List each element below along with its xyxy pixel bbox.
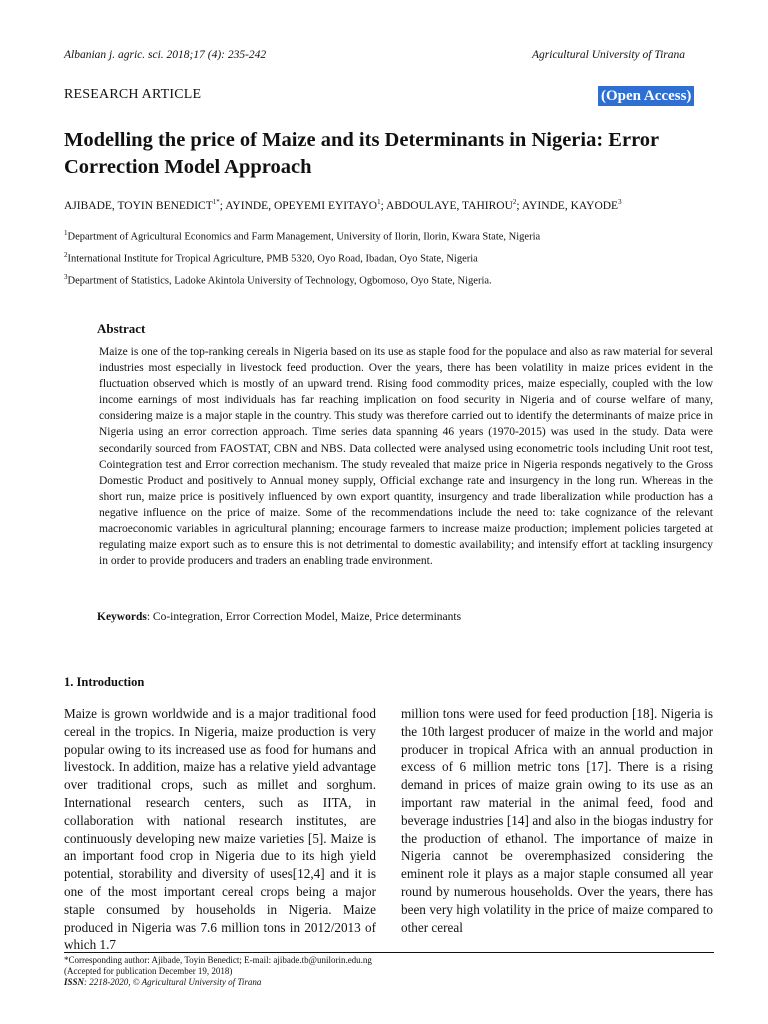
affiliation-text: International Institute for Tropical Agriculture, PMB 5320, Oyo Road, Ibadan, Oyo State, Nigeria: [67, 253, 478, 265]
abstract-body: Maize is one of the top-ranking cereals in Nigeria based on its use as staple food for the populace and also as raw material for several industries most especially in livestock feed production. Over the years, there has been volatility in maize prices evident in the fluctuation observed which is mostly of an upward trend. Rising food commodity prices, maize especially, coupled with the low income earnings of most individuals has far reaching implication on food security in Nigeria and of course welfare of many, considering maize is a major staple in the country. This study was therefore carried out to identify the determinants of maize price in Nigeria using an error correction approach. Time series data spanning 46 years (1970-2015) was used in the study. Data were secondarily sourced from FAOSTAT, CBN and NBS. Data collected were analysed using econometric tools including Unit root test, Cointegration test and Error correction mechanism. The study revealed that maize price in Nigeria responds negatively to the Gross Domestic Product and positively to Annual money supply, Official exchange rate and insurgency in the long run. Whereas in the short run, maize price is positively influenced by own export quantity, insurgency and trade liberalization while production has a negative influence on the price of maize. Some of the recommendations include the need to: take cognizance of the relevant macroeconomic variables in agricultural planning; encourage farmers to increase maize production; implement policies targeted at regulating maize export such as to ensure this is not detrimental to domestic availability; and intensify effort at tackling insurgency in order to provide producers and traders an enabling trade environment.: [99, 346, 713, 568]
article-type: RESEARCH ARTICLE: [64, 87, 202, 102]
affiliation: [64, 229, 540, 243]
affiliation-text: Department of Statistics, Ladoke Akintola University of Technology, Ogbomoso, Oyo State, Nigeria.: [67, 275, 492, 287]
keywords-text: : Co-integration, Error Correction Model, Maize, Price determinants: [146, 611, 462, 623]
publisher-name: Agricultural University of Tirana: [532, 49, 686, 61]
issn-label: ISSN: [64, 977, 85, 987]
author-name: ABDOULAYE, TAHIROU: [386, 199, 513, 212]
abstract-heading: Abstract: [97, 321, 146, 336]
introduction-column-right: million tons were used for feed production [18]. Nigeria is the 10th largest producer of maize in the world and major producer in tropical Africa with an annual production in excess of 6 million metric tons [17]. There is a rising demand in prices of maize grain owing to its use as an important raw material in the animal feed, food and beverage industries [14] and also in the biogas industry for the production of ethanol. The importance of maize in Nigeria cannot be overemphasized considering the eminent role it plays as a major staple consumed all year round by numerous households. Over the years, there has been very high volatility in the price of maize compared to other cereal: [401, 706, 713, 935]
issn-text: : 2218-2020, © Agricultural University of Tirana: [84, 977, 262, 987]
section-heading-introduction: 1. Introduction: [64, 675, 145, 689]
introduction-column-left: Maize is grown worldwide and is a major traditional food cereal in the tropics. In Nigeria, maize production is very popular owing to its increased use as food for humans and livestock. In addition, maize has a relative yield advantage over traditional crops, such as millet and sorghum. International research centers, such as IITA, in collaboration with national research institutes, are continuously developing new maize varieties [5]. Maize is an important food crop in Nigeria due to its high yield potential, storability and diversity of uses[12,4] and it is one of the most important cereal crops being a major staple consumed by households in Nigeria. Maize produced in Nigeria was 7.6 million tons in 2012/2013 of which 1.7: [64, 706, 376, 953]
author-name: AYINDE, KAYODE: [521, 199, 619, 212]
author-affiliation-mark: 2: [512, 198, 517, 206]
affiliation-mark: 2: [64, 251, 68, 259]
keywords: [97, 611, 461, 623]
corresponding-author-note: *Corresponding author: Ajibade, Toyin Benedict; E-mail: ajibade.tb@unilorin.edu.ng: [64, 955, 372, 965]
author-name: AJIBADE, TOYIN BENEDICT: [64, 199, 213, 212]
paper-title: Modelling the price of Maize and its Determinants in Nigeria: Error Correction Model Approach: [64, 129, 659, 178]
acceptance-note: (Accepted for publication December 19, 2018): [64, 966, 233, 976]
affiliation-text: Department of Agricultural Economics and Farm Management, University of Ilorin, Ilorin, Kwara State, Nigeria: [67, 231, 541, 243]
journal-citation: Albanian j. agric. sci. 2018;17 (4): 235-242: [64, 49, 267, 61]
footnote-divider: [64, 952, 714, 953]
author-list: AJIBADE, TOYIN $BENEDICT^{1*}$; AYINDE, OPEYEMI EYITAYO$^1$; ABDOULAYE, TAHIROU$^2$; AYINDE, KAYODE$^3$: [64, 198, 622, 212]
keywords-label: Keywords: [97, 611, 147, 623]
affiliation: [64, 273, 492, 287]
author-affiliation-mark: 1: [377, 198, 381, 206]
author-affiliation-mark: 3: [618, 198, 622, 206]
affiliation-mark: 3: [64, 273, 68, 281]
affiliation-mark: 1: [64, 229, 68, 237]
author-name: AYINDE, OPEYEMI EYITAYO: [225, 199, 378, 212]
author-affiliation-mark: 1*: [212, 198, 220, 206]
affiliation: [64, 251, 478, 265]
issn-note: [64, 977, 261, 987]
open-access-badge: (Open Access): [598, 86, 694, 106]
